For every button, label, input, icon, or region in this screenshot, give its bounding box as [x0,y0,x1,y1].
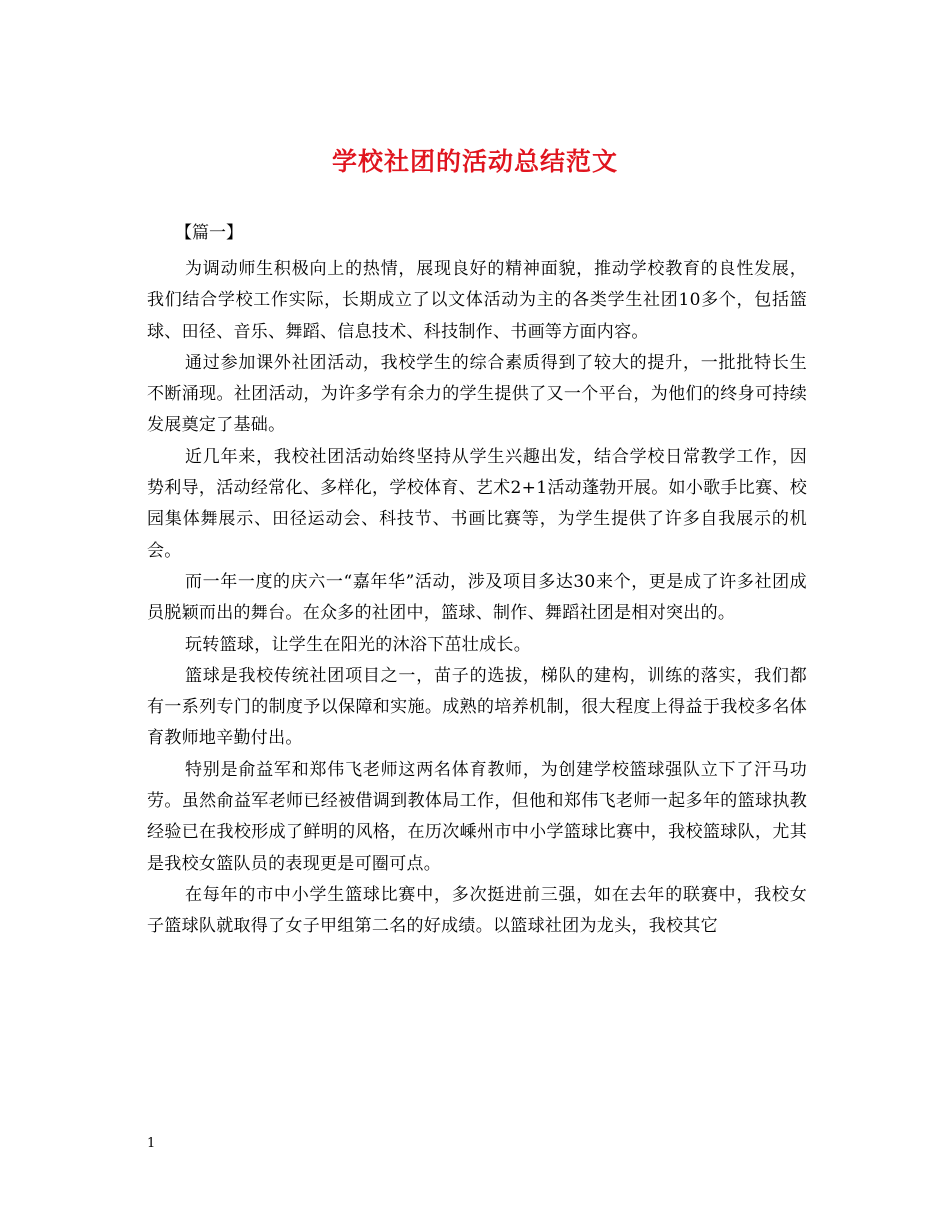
paragraph: 篮球是我校传统社团项目之一，苗子的选拔，梯队的建构，训练的落实，我们都有一系列专门的制度予以保障和实施。成熟的培养机制，很大程度上得益于我校多名体育教师地辛勤付出。 [147,665,807,749]
paragraph: 近几年来，我校社团活动始终坚持从学生兴趣出发，结合学校日常教学工作，因势利导，活动经常化、多样化，学校体育、艺术2+1活动蓬勃开展。如小歌手比赛、校园集体舞展示、田径运动会、科技节、书画比赛等，为学生提供了许多自我展示的机会。 [147,446,807,561]
section-label: 【篇一】 [175,223,243,243]
document-body [147,254,807,943]
paragraph: 通过参加课外社团活动，我校学生的综合素质得到了较大的提升，一批批特长生不断涌现。社团活动，为许多学有余力的学生提供了又一个平台，为他们的终身可持续发展奠定了基础。 [147,352,807,436]
paragraph: 而一年一度的庆六一“嘉年华”活动，涉及项目多达30来个，更是成了许多社团成员脱颖而出的舞台。在众多的社团中，篮球、制作、舞蹈社团是相对突出的。 [147,571,807,624]
paragraph: 为调动师生积极向上的热情，展现良好的精神面貌，推动学校教育的良性发展，我们结合学校工作实际，长期成立了以文体活动为主的各类学生社团10多个，包括篮球、田径、音乐、舞蹈、信息技术、科技制作、书画等方面内容。 [147,259,807,342]
paragraph: 特别是俞益军和郑伟飞老师这两名体育教师，为创建学校篮球强队立下了汗马功劳。虽然俞益军老师已经被借调到教体局工作，但他和郑伟飞老师一起多年的篮球执教经验已在我校形成了鲜明的风格，在历次嵊州市中小学篮球比赛中，我校篮球队，尤其是我校女篮队员的表现更是可圈可点。 [147,759,807,874]
paragraph: 在每年的市中小学生篮球比赛中，多次挺进前三强，如在去年的联赛中，我校女子篮球队就取得了女子甲组第二名的好成绩。以篮球社团为龙头，我校其它 [147,884,807,937]
paragraph: 玩转篮球，让学生在阳光的沐浴下茁壮成长。 [185,634,531,655]
document-title: 学校社团的活动总结范文 [331,147,618,176]
page-number: 1 [147,1136,156,1151]
